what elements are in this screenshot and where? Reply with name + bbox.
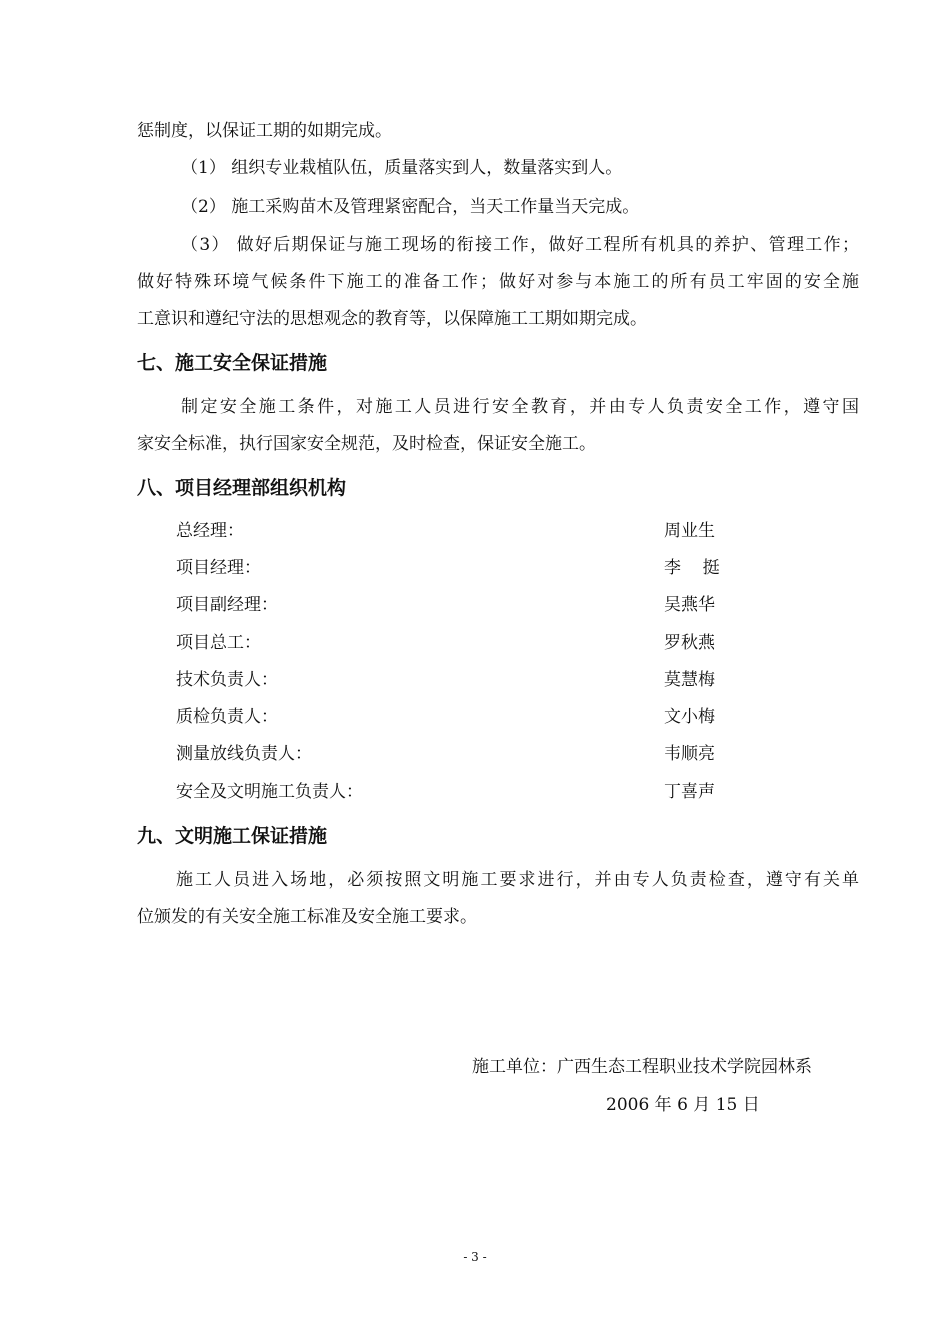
list-item: （2） 施工采购苗木及管理紧密配合，当天工作量当天完成。 [181,197,640,217]
signature-date: 2006 年 6 月 15 日 [606,1095,760,1115]
org-person-name: 吴燕华 [664,595,715,615]
section-heading: 九、文明施工保证措施 [137,825,328,847]
org-role: 总经理： [176,521,244,541]
paragraph-line: 家安全标准，执行国家安全规范，及时检查，保证安全施工。 [137,434,596,454]
org-role: 技术负责人： [176,670,278,690]
paragraph-line: 制定安全施工条件，对施工人员进行安全教育，并由专人负责安全工作，遵守国 [181,397,859,417]
org-person-name: 韦顺亮 [664,744,715,764]
org-role: 项目副经理： [176,595,278,615]
list-item: （1） 组织专业栽植队伍，质量落实到人，数量落实到人。 [181,158,623,178]
org-person-name: 莫慧梅 [664,670,715,690]
page-number: - 3 - [463,1250,487,1264]
paragraph-line: 位颁发的有关安全施工标准及安全施工要求。 [137,907,477,927]
section-heading: 八、项目经理部组织机构 [137,477,347,499]
org-role: 项目经理： [176,558,261,578]
signature-unit: 施工单位：广西生态工程职业技术学院园林系 [472,1057,812,1077]
org-role: 项目总工： [176,633,261,653]
org-person-name: 丁喜声 [664,782,715,802]
paragraph-line: 工意识和遵纪守法的思想观念的教育等，以保障施工工期如期完成。 [137,309,647,329]
org-person-name: 李 挺 [664,558,720,578]
org-role: 测量放线负责人： [176,744,312,764]
org-person-name: 周业生 [664,521,715,541]
paragraph-line: 施工人员进入场地，必须按照文明施工要求进行，并由专人负责检查，遵守有关单 [176,870,859,890]
paragraph-line: 惩制度，以保证工期的如期完成。 [137,121,392,141]
section-heading: 七、施工安全保证措施 [137,352,328,374]
org-role: 质检负责人： [176,707,278,727]
list-item: （3） 做好后期保证与施工现场的衔接工作，做好工程所有机具的养护、管理工作； [181,235,859,255]
org-role: 安全及文明施工负责人： [176,782,363,802]
org-person-name: 文小梅 [664,707,715,727]
org-person-name: 罗秋燕 [664,633,715,653]
paragraph-line: 做好特殊环境气候条件下施工的准备工作；做好对参与本施工的所有员工牢固的安全施 [137,272,859,292]
